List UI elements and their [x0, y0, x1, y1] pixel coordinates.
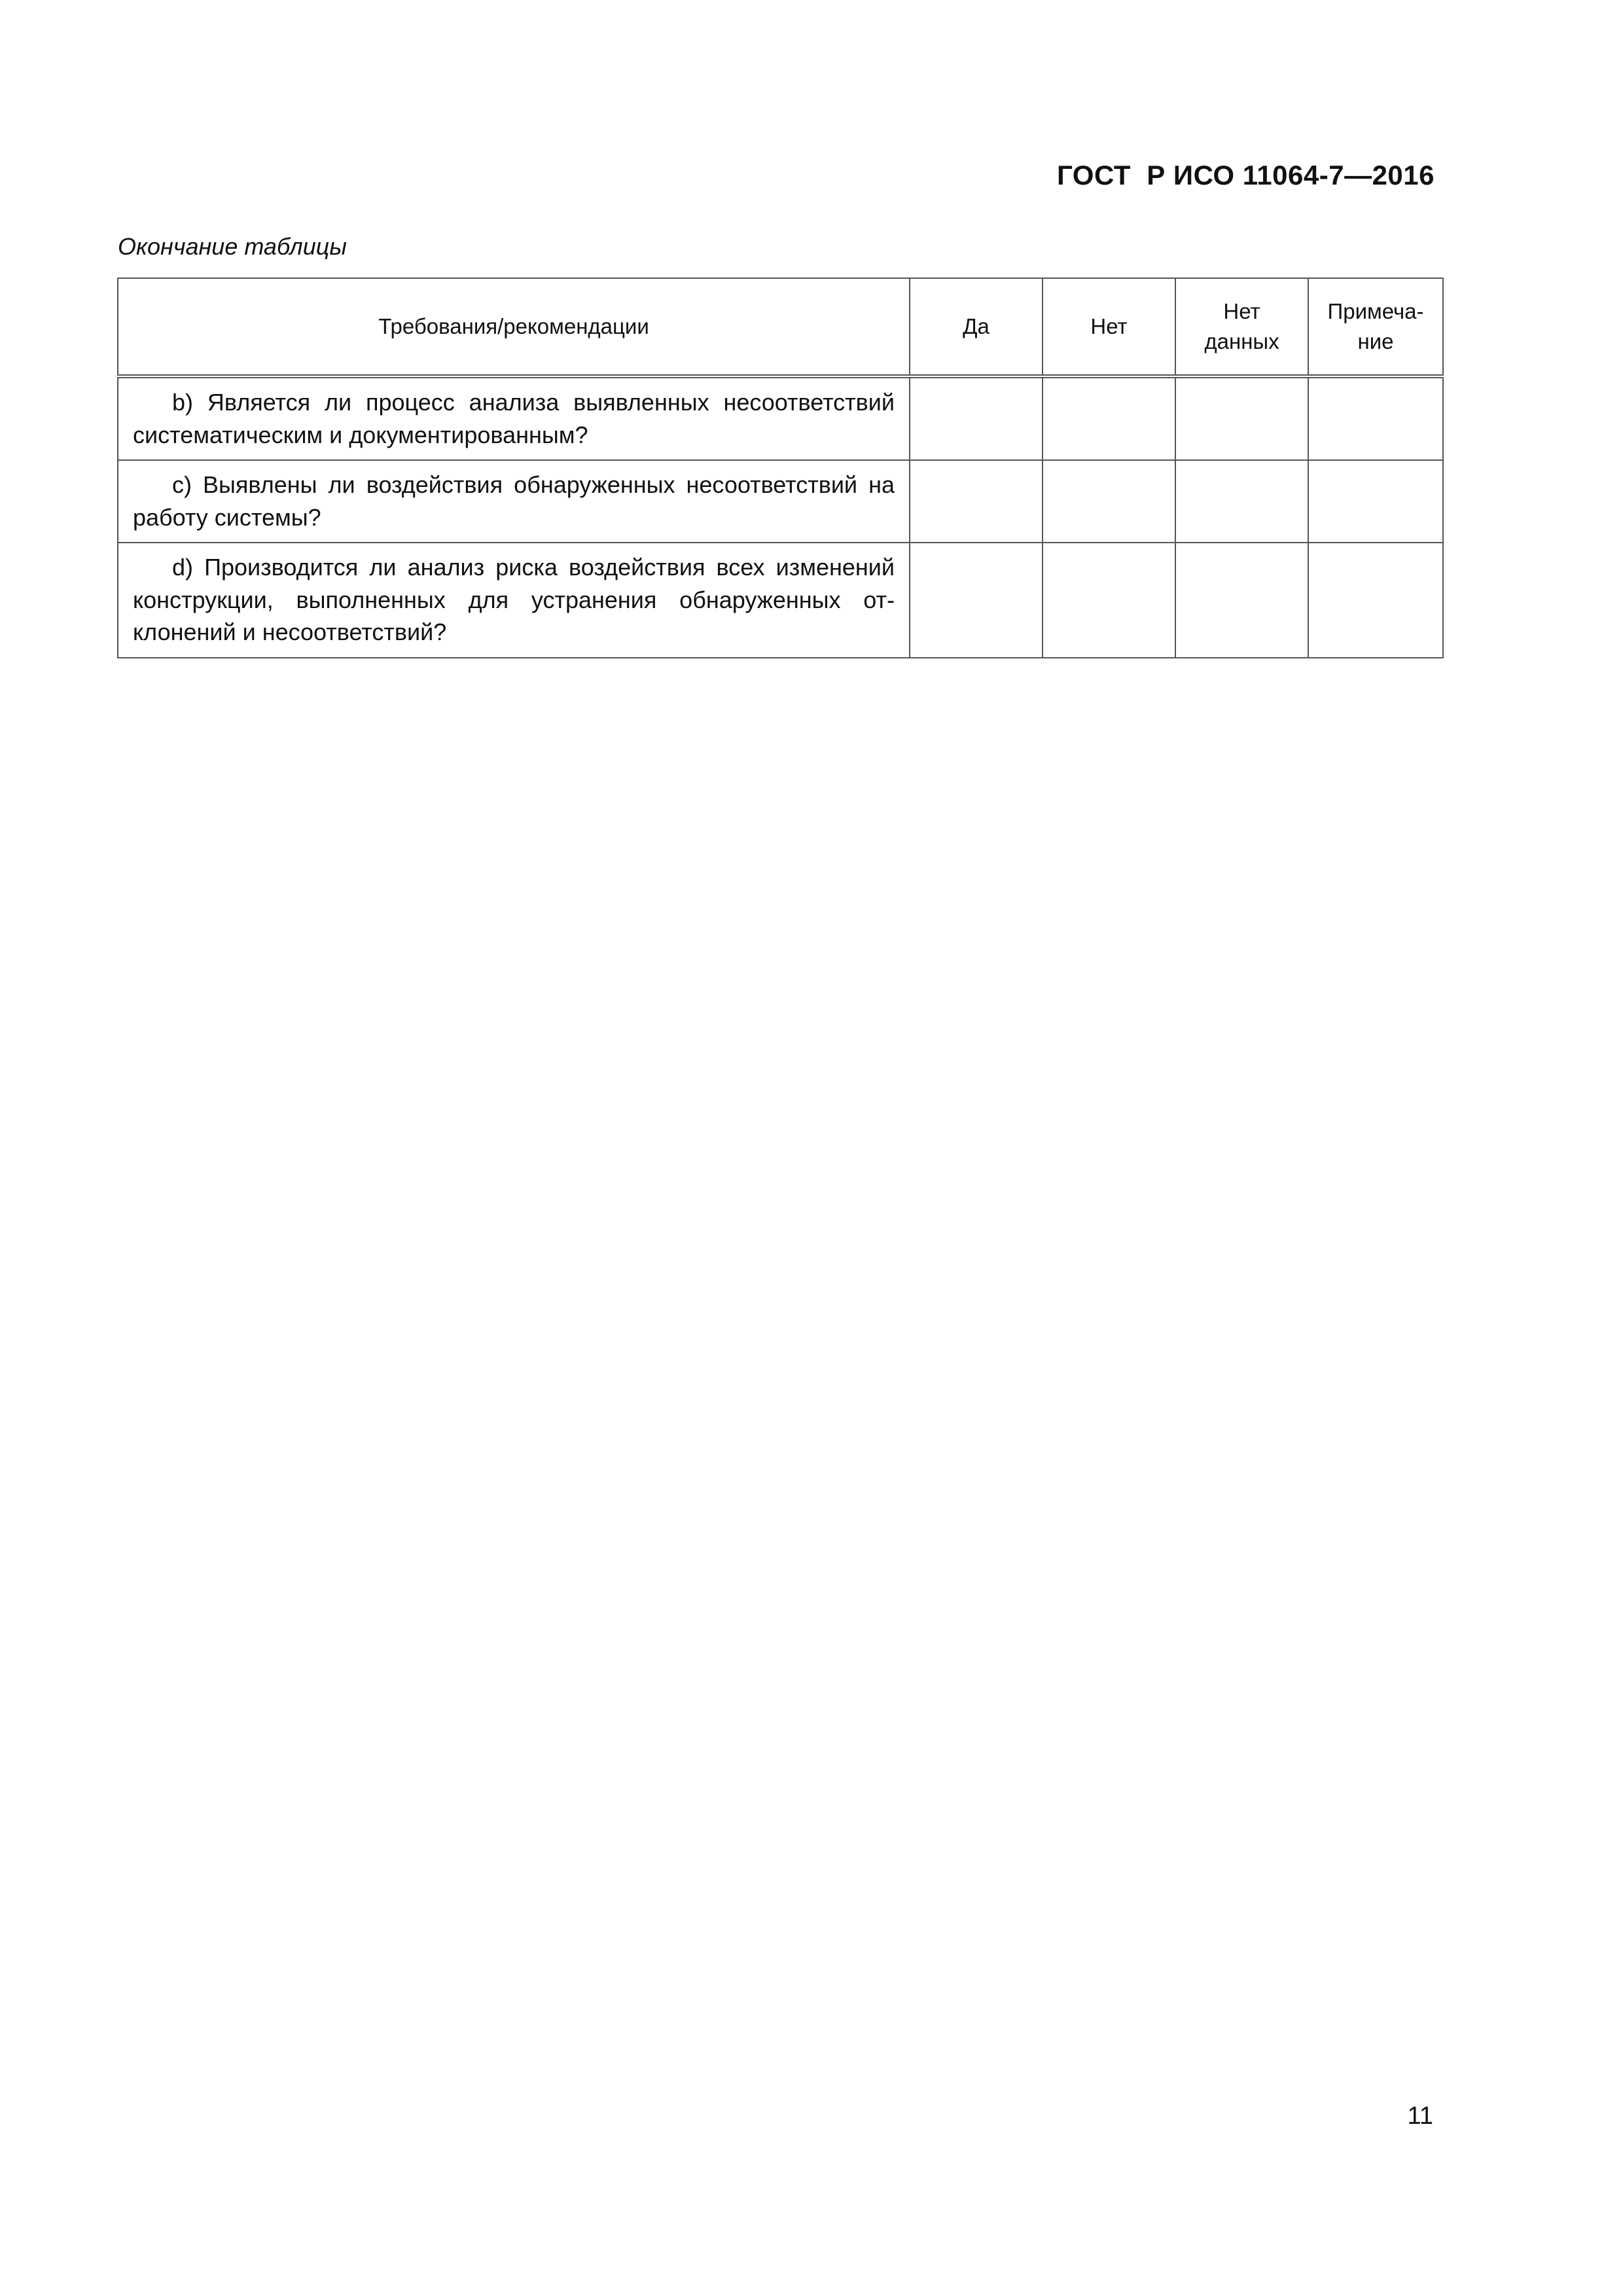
column-header-note-line1: Примеча-: [1327, 299, 1424, 324]
column-header-no-data-line2: данных: [1204, 329, 1279, 353]
table-header-row: [118, 278, 1443, 376]
note-cell[interactable]: [1308, 543, 1443, 658]
column-header-note-line2: ние: [1357, 329, 1394, 353]
answer-yes-cell[interactable]: [910, 543, 1043, 658]
checklist-table-container: [117, 278, 1442, 658]
page-number: 11: [1407, 2102, 1433, 2130]
column-header-note: [1308, 278, 1443, 376]
requirement-text: b) Является ли процесс анализа выявленных несоответствий систематическим и документированным?: [133, 389, 895, 448]
column-header-no: Нет: [1043, 278, 1175, 376]
column-header-no-data: [1175, 278, 1308, 376]
answer-no-data-cell[interactable]: [1175, 543, 1308, 658]
requirement-cell: [118, 460, 910, 543]
answer-yes-cell[interactable]: [910, 460, 1043, 543]
column-header-requirements: Требования/рекомендации: [118, 278, 910, 376]
table-row: [118, 543, 1443, 658]
answer-no-data-cell[interactable]: [1175, 376, 1308, 460]
answer-no-cell[interactable]: [1043, 376, 1175, 460]
requirement-text: d) Производится ли анализ риска воздействия всех изменений конструкции, выполненных для устранения обнаруженных отклонений и несоответствий?: [133, 554, 895, 646]
note-cell[interactable]: [1308, 460, 1443, 543]
note-cell[interactable]: [1308, 376, 1443, 460]
requirement-cell: [118, 543, 910, 658]
column-header-yes: Да: [910, 278, 1043, 376]
answer-yes-cell[interactable]: [910, 376, 1043, 460]
table-row: [118, 376, 1443, 460]
document-standard-code: ГОСТ Р ИСО 11064-7—2016: [1057, 160, 1435, 190]
answer-no-data-cell[interactable]: [1175, 460, 1308, 543]
requirement-text: c) Выявлены ли воздействия обнаруженных несоответствий на работу системы?: [133, 471, 895, 531]
answer-no-cell[interactable]: [1043, 460, 1175, 543]
column-header-no-data-line1: Нет: [1223, 299, 1260, 324]
answer-no-cell[interactable]: [1043, 543, 1175, 658]
table-row: [118, 460, 1443, 543]
checklist-table: [117, 278, 1444, 658]
table-caption: Окончание таблицы: [118, 233, 347, 260]
requirement-cell: [118, 376, 910, 460]
